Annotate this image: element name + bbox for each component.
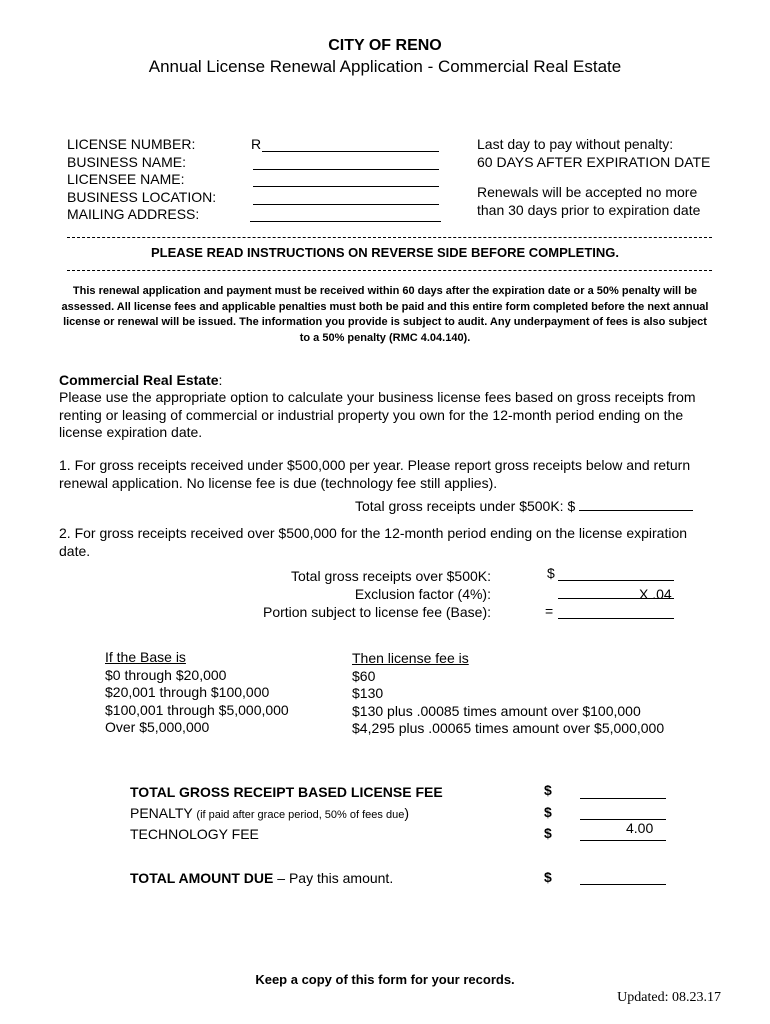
- keep-copy-note: Keep a copy of this form for your records.: [255, 972, 515, 987]
- gross-fee-input[interactable]: [580, 784, 666, 799]
- fee-table-fee-cell: $4,295 plus .00065 times amount over $5,000,000: [352, 720, 665, 736]
- calc-gross-label: Total gross receipts over $500K:: [291, 568, 491, 584]
- license-prefix: R: [251, 136, 262, 152]
- calc-exclusion-label: Exclusion factor (4%):: [354, 586, 491, 602]
- amount-due-input[interactable]: [580, 870, 666, 885]
- calc-base-input[interactable]: [558, 604, 674, 619]
- calc-labels: [263, 567, 491, 621]
- fee-table-base-cell: $0 through $20,000: [105, 666, 227, 683]
- deadline-info: [477, 136, 710, 171]
- section-intro: Please use the appropriate option to calculate your business license fees based on gross receipts from renting or leasing of commercial or industrial property you own for the 12-month period ending on the license expiration date.: [59, 389, 696, 440]
- page-title: CITY OF RENO: [328, 37, 442, 54]
- form-subtitle: Annual License Renewal Application - Commercial Real Estate: [148, 57, 622, 76]
- tech-fee-dollar: $: [544, 825, 552, 841]
- total-amount-due-note: – Pay this amount.: [273, 870, 394, 886]
- penalty-input[interactable]: [580, 805, 666, 820]
- fee-table-fee-cell: $130 plus .00085 times amount over $100,000: [352, 702, 641, 719]
- section-heading: [59, 372, 222, 388]
- fee-table-base-column: [105, 649, 289, 737]
- calc-dollar-sign: $: [547, 565, 555, 581]
- business-name-label: BUSINESS NAME:: [67, 153, 187, 170]
- licensee-name-input[interactable]: [253, 172, 439, 187]
- total-gross-fee-label: TOTAL GROSS RECEIPT BASED LICENSE FEE: [130, 784, 443, 800]
- updated-date: Updated: 08.23.17: [617, 990, 721, 1005]
- notice-paragraph: This renewal application and payment must be received within 60 days after the expiration date or a 50% penalty will be assessed. All license fees and applicable penalties must both be paid and this entire form completed before the next annual license or renewal will be issued. The information you provide is subject to audit. Any underpayment of fees is also subject to a 50% penalty (RMC 4.04.140).: [61, 285, 709, 344]
- license-number-input[interactable]: [262, 137, 439, 152]
- acceptance-line-1: Renewals will be accepted no more: [477, 184, 698, 200]
- fee-table-base-header: If the Base is: [105, 649, 186, 665]
- amount-due-dollar: $: [544, 869, 552, 885]
- deadline-line-1: Last day to pay without penalty:: [477, 136, 674, 152]
- licensee-name-label: LICENSEE NAME:: [67, 171, 185, 187]
- instructions-banner: PLEASE READ INSTRUCTIONS ON REVERSE SIDE BEFORE COMPLETING.: [150, 245, 620, 260]
- fee-table-base-cell: Over $5,000,000: [105, 719, 210, 735]
- fee-table-fee-cell: $130: [352, 685, 384, 701]
- fee-table-fee-header: Then license fee is: [352, 650, 469, 666]
- option-1-total: [355, 496, 693, 514]
- divider-bottom: [67, 270, 712, 271]
- penalty-label: PENALTY: [130, 805, 193, 821]
- gross-fee-dollar: $: [544, 782, 552, 798]
- calc-factor: X .04: [639, 586, 672, 602]
- acceptance-info: [477, 184, 700, 219]
- option-1-total-input[interactable]: [579, 496, 693, 511]
- total-amount-due-label: TOTAL AMOUNT DUE: [130, 870, 274, 886]
- option-1-total-label: Total gross receipts under $500K: $: [355, 498, 576, 514]
- acceptance-line-2: than 30 days prior to expiration date: [477, 201, 701, 218]
- calc-base-label: Portion subject to license fee (Base):: [262, 604, 491, 620]
- total-amount-due-row: [130, 870, 393, 886]
- fee-table-fee-column: [352, 650, 664, 738]
- penalty-label-row: [130, 805, 409, 821]
- section-heading-colon: :: [218, 372, 223, 388]
- license-number-label: LICENSE NUMBER:: [67, 136, 196, 152]
- divider-top: [67, 237, 712, 238]
- field-labels: [67, 136, 216, 224]
- penalty-note: (if paid after grace period, 50% of fees due: [196, 809, 405, 821]
- mailing-address-input[interactable]: [250, 207, 441, 222]
- fee-table-base-cell: $100,001 through $5,000,000: [105, 701, 289, 718]
- deadline-line-2: 60 DAYS AFTER EXPIRATION DATE: [477, 153, 711, 170]
- calc-equals: =: [545, 603, 554, 619]
- technology-fee-label: TECHNOLOGY FEE: [130, 826, 259, 842]
- business-location-input[interactable]: [253, 190, 439, 205]
- penalty-dollar: $: [544, 804, 552, 820]
- fee-table-base-cell: $20,001 through $100,000: [105, 684, 270, 700]
- fee-table-fee-cell: $60: [352, 667, 376, 684]
- business-name-input[interactable]: [253, 155, 439, 170]
- option-2-text: 2. For gross receipts received over $500,000 for the 12-month period ending on the license expiration date.: [59, 525, 688, 559]
- calc-gross-input[interactable]: [558, 566, 674, 581]
- tech-fee-value: 4.00: [626, 820, 654, 836]
- option-1-text: 1. For gross receipts received under $500,000 per year. Please report gross receipts below and return renewal application. No license fee is due (technology fee still applies).: [59, 457, 691, 491]
- penalty-close: ): [404, 805, 409, 821]
- mailing-address-label: MAILING ADDRESS:: [67, 206, 200, 222]
- section-heading-text: Commercial Real Estate: [59, 372, 219, 388]
- business-location-label: BUSINESS LOCATION:: [67, 188, 217, 205]
